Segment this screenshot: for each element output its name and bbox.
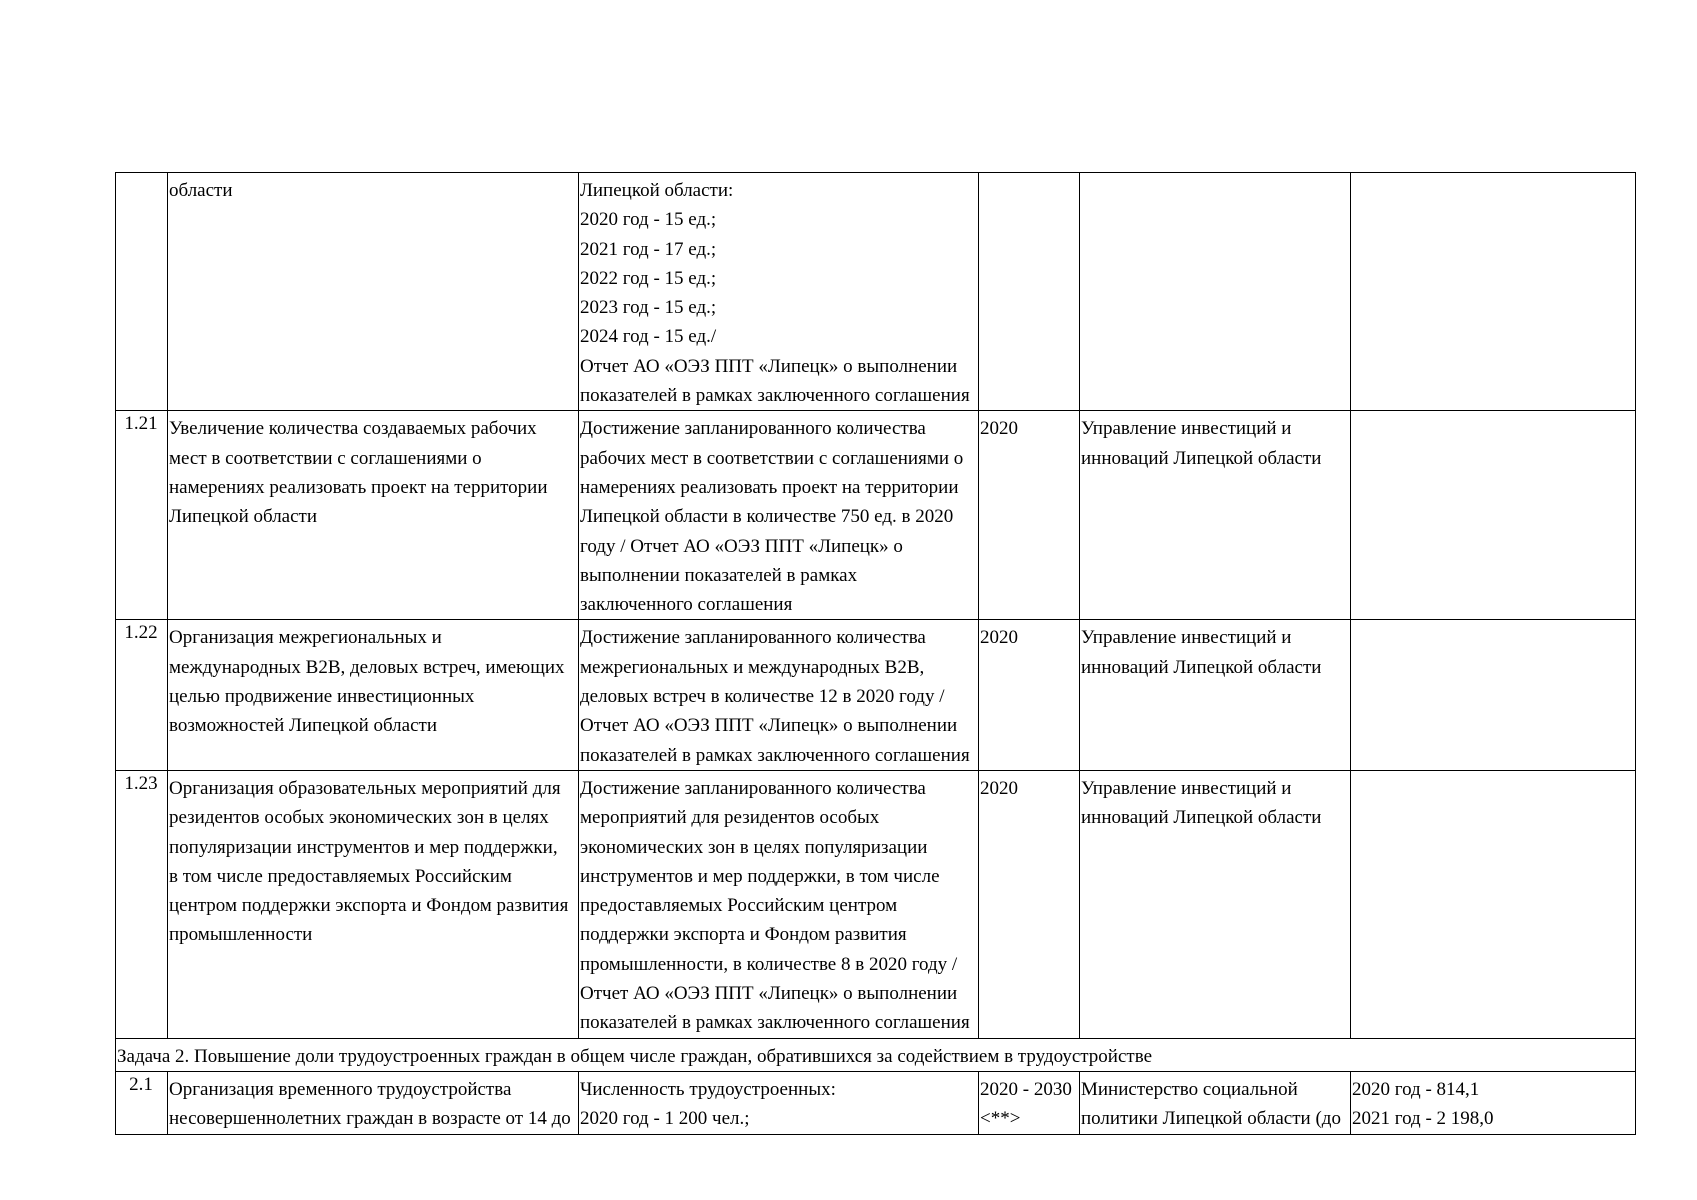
period-text-line: 2020 [980,418,1018,440]
indicator-text-line: Отчет АО «ОЭЗ ППТ «Липецк» о выполнении [580,983,958,1005]
funding-cell [1351,770,1636,1038]
indicator-cell [579,173,979,411]
indicator-text-line: показателей в рамках заключенного соглашения [580,1012,970,1034]
event-text-line: популяризации инструментов и мер поддержки, [169,836,558,858]
indicator-cell [579,411,979,620]
event-text-line: целью продвижение инвестиционных [169,686,475,708]
event-text-line: в том числе предоставляемых Российским [169,865,512,887]
period-text-line: 2020 [980,627,1018,649]
indicator-text-line: 2020 год - 1 200 чел.; [580,1108,750,1130]
period-text-line: 2020 - 2030 [980,1078,1072,1100]
period-text-line: 2020 [980,777,1018,799]
funding-cell [1351,1071,1636,1134]
funding-cell [1351,411,1636,620]
indicator-text-line: показателей в рамках заключенного соглашения [580,744,970,766]
table-row [116,173,1636,411]
indicator-text-line: Липецкой области в количестве 750 ед. в 2020 [580,506,954,528]
event-text-line: резидентов особых экономических зон в целях [169,807,549,829]
indicator-text-line: межрегиональных и международных B2B, [580,656,925,678]
funding-cell [1351,620,1636,770]
indicator-text-line: Отчет АО «ОЭЗ ППТ «Липецк» о выполнении [580,715,958,737]
event-text-line: промышленности [169,924,313,946]
indicator-text-line: 2024 год - 15 ед./ [580,326,717,348]
event-cell [168,173,579,411]
indicator-cell [579,1071,979,1134]
indicator-text-line: Достижение запланированного количества [580,418,926,440]
event-text-line: Организация временного трудоустройства [169,1078,512,1100]
event-cell [168,411,579,620]
funding-text-line: 2021 год - 2 198,0 [1352,1108,1494,1130]
executor-text-line: Управление инвестиций и [1081,627,1292,649]
period-cell [979,1071,1080,1134]
executor-cell [1080,411,1351,620]
period-cell [979,620,1080,770]
table-body [116,173,1636,1135]
executor-text-line: Управление инвестиций и [1081,777,1292,799]
executor-text-line: политики Липецкой области (до [1081,1108,1341,1130]
event-text-line: Организация межрегиональных и [169,627,442,649]
indicator-text-line: 2022 год - 15 ед.; [580,267,717,289]
indicator-text-line: выполнении показателей в рамках [580,564,858,586]
indicator-text-line: деловых встреч в количестве 12 в 2020 году / [580,686,945,708]
indicator-text-line: Численность трудоустроенных: [580,1078,836,1100]
num-cell: 1.22 [116,620,168,770]
indicator-text-line: промышленности, в количестве 8 в 2020 году / [580,953,958,975]
executor-cell [1080,173,1351,411]
event-cell [168,770,579,1038]
indicator-text-line: экономических зон в целях популяризации [580,836,928,858]
indicator-text-line: 2020 год - 15 ед.; [580,209,717,231]
event-text-line: несовершеннолетних граждан в возрасте от 14 до [169,1108,571,1130]
event-text-line: мест в соответствии с соглашениями о [169,447,482,469]
period-cell [979,173,1080,411]
table-row [116,770,1636,1038]
event-text-line: области [169,180,233,201]
executor-cell [1080,770,1351,1038]
indicator-text-line: мероприятий для резидентов особых [580,807,880,829]
task-heading: Задача 2. Повышение доли трудоустроенных граждан в общем числе граждан, обратившихся за содействием в трудоустройстве [116,1038,1636,1071]
event-cell [168,620,579,770]
executor-cell [1080,620,1351,770]
event-text-line: Увеличение количества создаваемых рабочих [169,418,537,440]
executor-text-line: инноваций Липецкой области [1081,447,1322,469]
indicator-text-line: заключенного соглашения [580,594,793,616]
indicator-text-line: Достижение запланированного количества [580,627,926,649]
indicator-cell [579,770,979,1038]
executor-text-line: Управление инвестиций и [1081,418,1292,440]
indicator-text-line: году / Отчет АО «ОЭЗ ППТ «Липецк» о [580,535,903,557]
indicator-text-line: 2023 год - 15 ед.; [580,297,717,319]
event-text-line: намерениях реализовать проект на территории [169,476,548,498]
period-cell [979,770,1080,1038]
executor-text-line: инноваций Липецкой области [1081,807,1322,829]
funding-cell [1351,173,1636,411]
indicator-text-line: Достижение запланированного количества [580,777,926,799]
indicator-text-line: рабочих мест в соответствии с соглашениями о [580,447,964,469]
executor-text-line: Министерство социальной [1081,1078,1298,1100]
program-table [115,172,1636,1135]
table-row [116,1071,1636,1134]
num-cell: 1.23 [116,770,168,1038]
num-cell: 2.1 [116,1071,168,1134]
task-heading-row [116,1038,1636,1071]
indicator-text-line: предоставляемых Российским центром [580,895,898,917]
event-text-line: международных B2B, деловых встреч, имеющих [169,656,565,678]
executor-text-line: инноваций Липецкой области [1081,656,1322,678]
event-text-line: Организация образовательных мероприятий для [169,777,561,799]
indicator-text-line: 2021 год - 17 ед.; [580,238,717,260]
indicator-text-line: поддержки экспорта и Фондом развития [580,924,907,946]
indicator-text-line: намерениях реализовать проект на территории [580,476,959,498]
event-text-line: центром поддержки экспорта и Фондом развития [169,895,569,917]
executor-cell [1080,1071,1351,1134]
funding-text-line: 2020 год - 814,1 [1352,1078,1480,1100]
event-text-line: возможностей Липецкой области [169,715,438,737]
table-row [116,620,1636,770]
document-page [115,172,1635,1135]
indicator-cell [579,620,979,770]
event-text-line: Липецкой области [169,506,318,528]
event-cell [168,1071,579,1134]
num-cell: 1.21 [116,411,168,620]
indicator-text-line: показателей в рамках заключенного соглашения [580,385,970,407]
table-row [116,411,1636,620]
indicator-text-line: инструментов и мер поддержки, в том числе [580,865,940,887]
period-text-line: <**> [980,1108,1021,1130]
num-cell [116,173,168,411]
period-cell [979,411,1080,620]
indicator-text-line: Липецкой области: [580,180,734,201]
indicator-text-line: Отчет АО «ОЭЗ ППТ «Липецк» о выполнении [580,355,958,377]
